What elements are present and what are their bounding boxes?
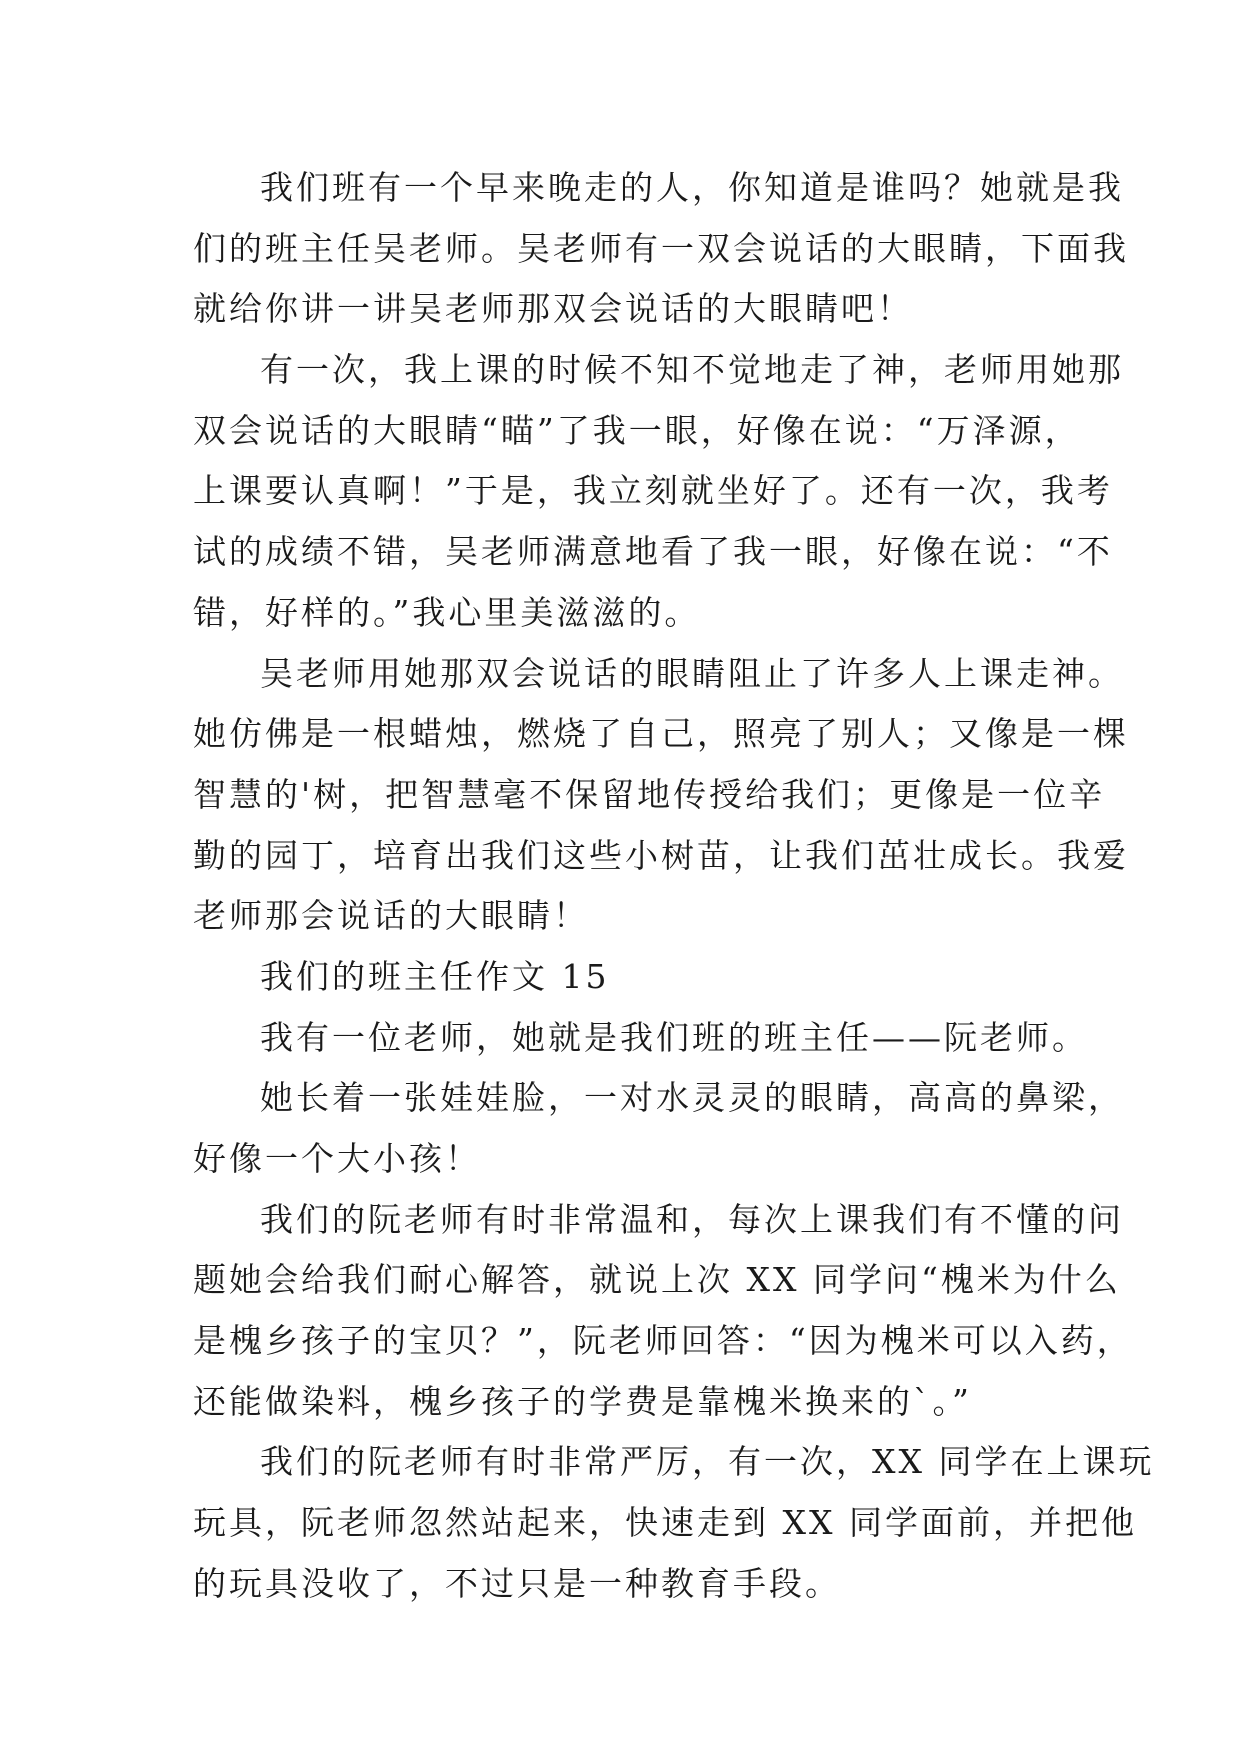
essay-title: 我们的班主任作文 15 xyxy=(260,956,610,996)
text-line: 上课要认真啊！”于是，我立刻就坐好了。还有一次，我考 xyxy=(193,471,1113,511)
text-line: 我们班有一个早来晚走的人，你知道是谁吗？她就是我 xyxy=(260,168,1124,207)
text-line: 就给你讲一讲吴老师那双会说话的大眼睛吧！ xyxy=(193,289,913,329)
text-line: 她长着一张娃娃脸，一对水灵灵的眼睛，高高的鼻梁， xyxy=(260,1078,1124,1118)
text-line: 试的成绩不错，吴老师满意地看了我一眼，好像在说：“不 xyxy=(193,532,1113,572)
text-line: 我们的阮老师有时非常温和，每次上课我们有不懂的问 xyxy=(260,1199,1124,1239)
text-line: 我们的阮老师有时非常严厉，有一次，XX 同学在上课玩 xyxy=(260,1442,1155,1482)
text-line: 勤的园丁，培育出我们这些小树苗，让我们茁壮成长。我爱 xyxy=(193,835,1129,875)
document-body xyxy=(193,158,1155,1615)
text-line: 智慧的'树，把智慧毫不保留地传授给我们；更像是一位辛 xyxy=(193,774,1106,814)
text-line: 有一次，我上课的时候不知不觉地走了神，老师用她那 xyxy=(260,350,1124,390)
text-line: 我有一位老师，她就是我们班的班主任——阮老师。 xyxy=(260,1017,1088,1057)
text-line: 她仿佛是一根蜡烛，燃烧了自己，照亮了别人；又像是一棵 xyxy=(193,714,1129,754)
text-line: 是槐乡孩子的宝贝？”，阮老师回答：“因为槐米可以入药， xyxy=(193,1321,1133,1361)
text-line: 的玩具没收了，不过只是一种教育手段。 xyxy=(193,1563,841,1603)
text-line: 双会说话的大眼睛“瞄”了我一眼，好像在说：“万泽源， xyxy=(193,410,1081,450)
text-line: 题她会给我们耐心解答，就说上次 XX 同学问“槐米为什么 xyxy=(193,1260,1121,1300)
text-line: 玩具，阮老师忽然站起来，快速走到 XX 同学面前，并把他 xyxy=(193,1503,1137,1543)
text-line: 吴老师用她那双会说话的眼睛阻止了许多人上课走神。 xyxy=(260,653,1124,693)
text-line: 老师那会说话的大眼睛！ xyxy=(193,896,589,936)
text-line: 错，好样的。”我心里美滋滋的。 xyxy=(193,592,701,632)
text-line: 还能做染料，槐乡孩子的学费是靠槐米换来的`。” xyxy=(193,1381,972,1421)
text-line: 好像一个大小孩！ xyxy=(193,1139,481,1178)
text-line: 们的班主任吴老师。吴老师有一双会说话的大眼睛，下面我 xyxy=(193,228,1129,268)
